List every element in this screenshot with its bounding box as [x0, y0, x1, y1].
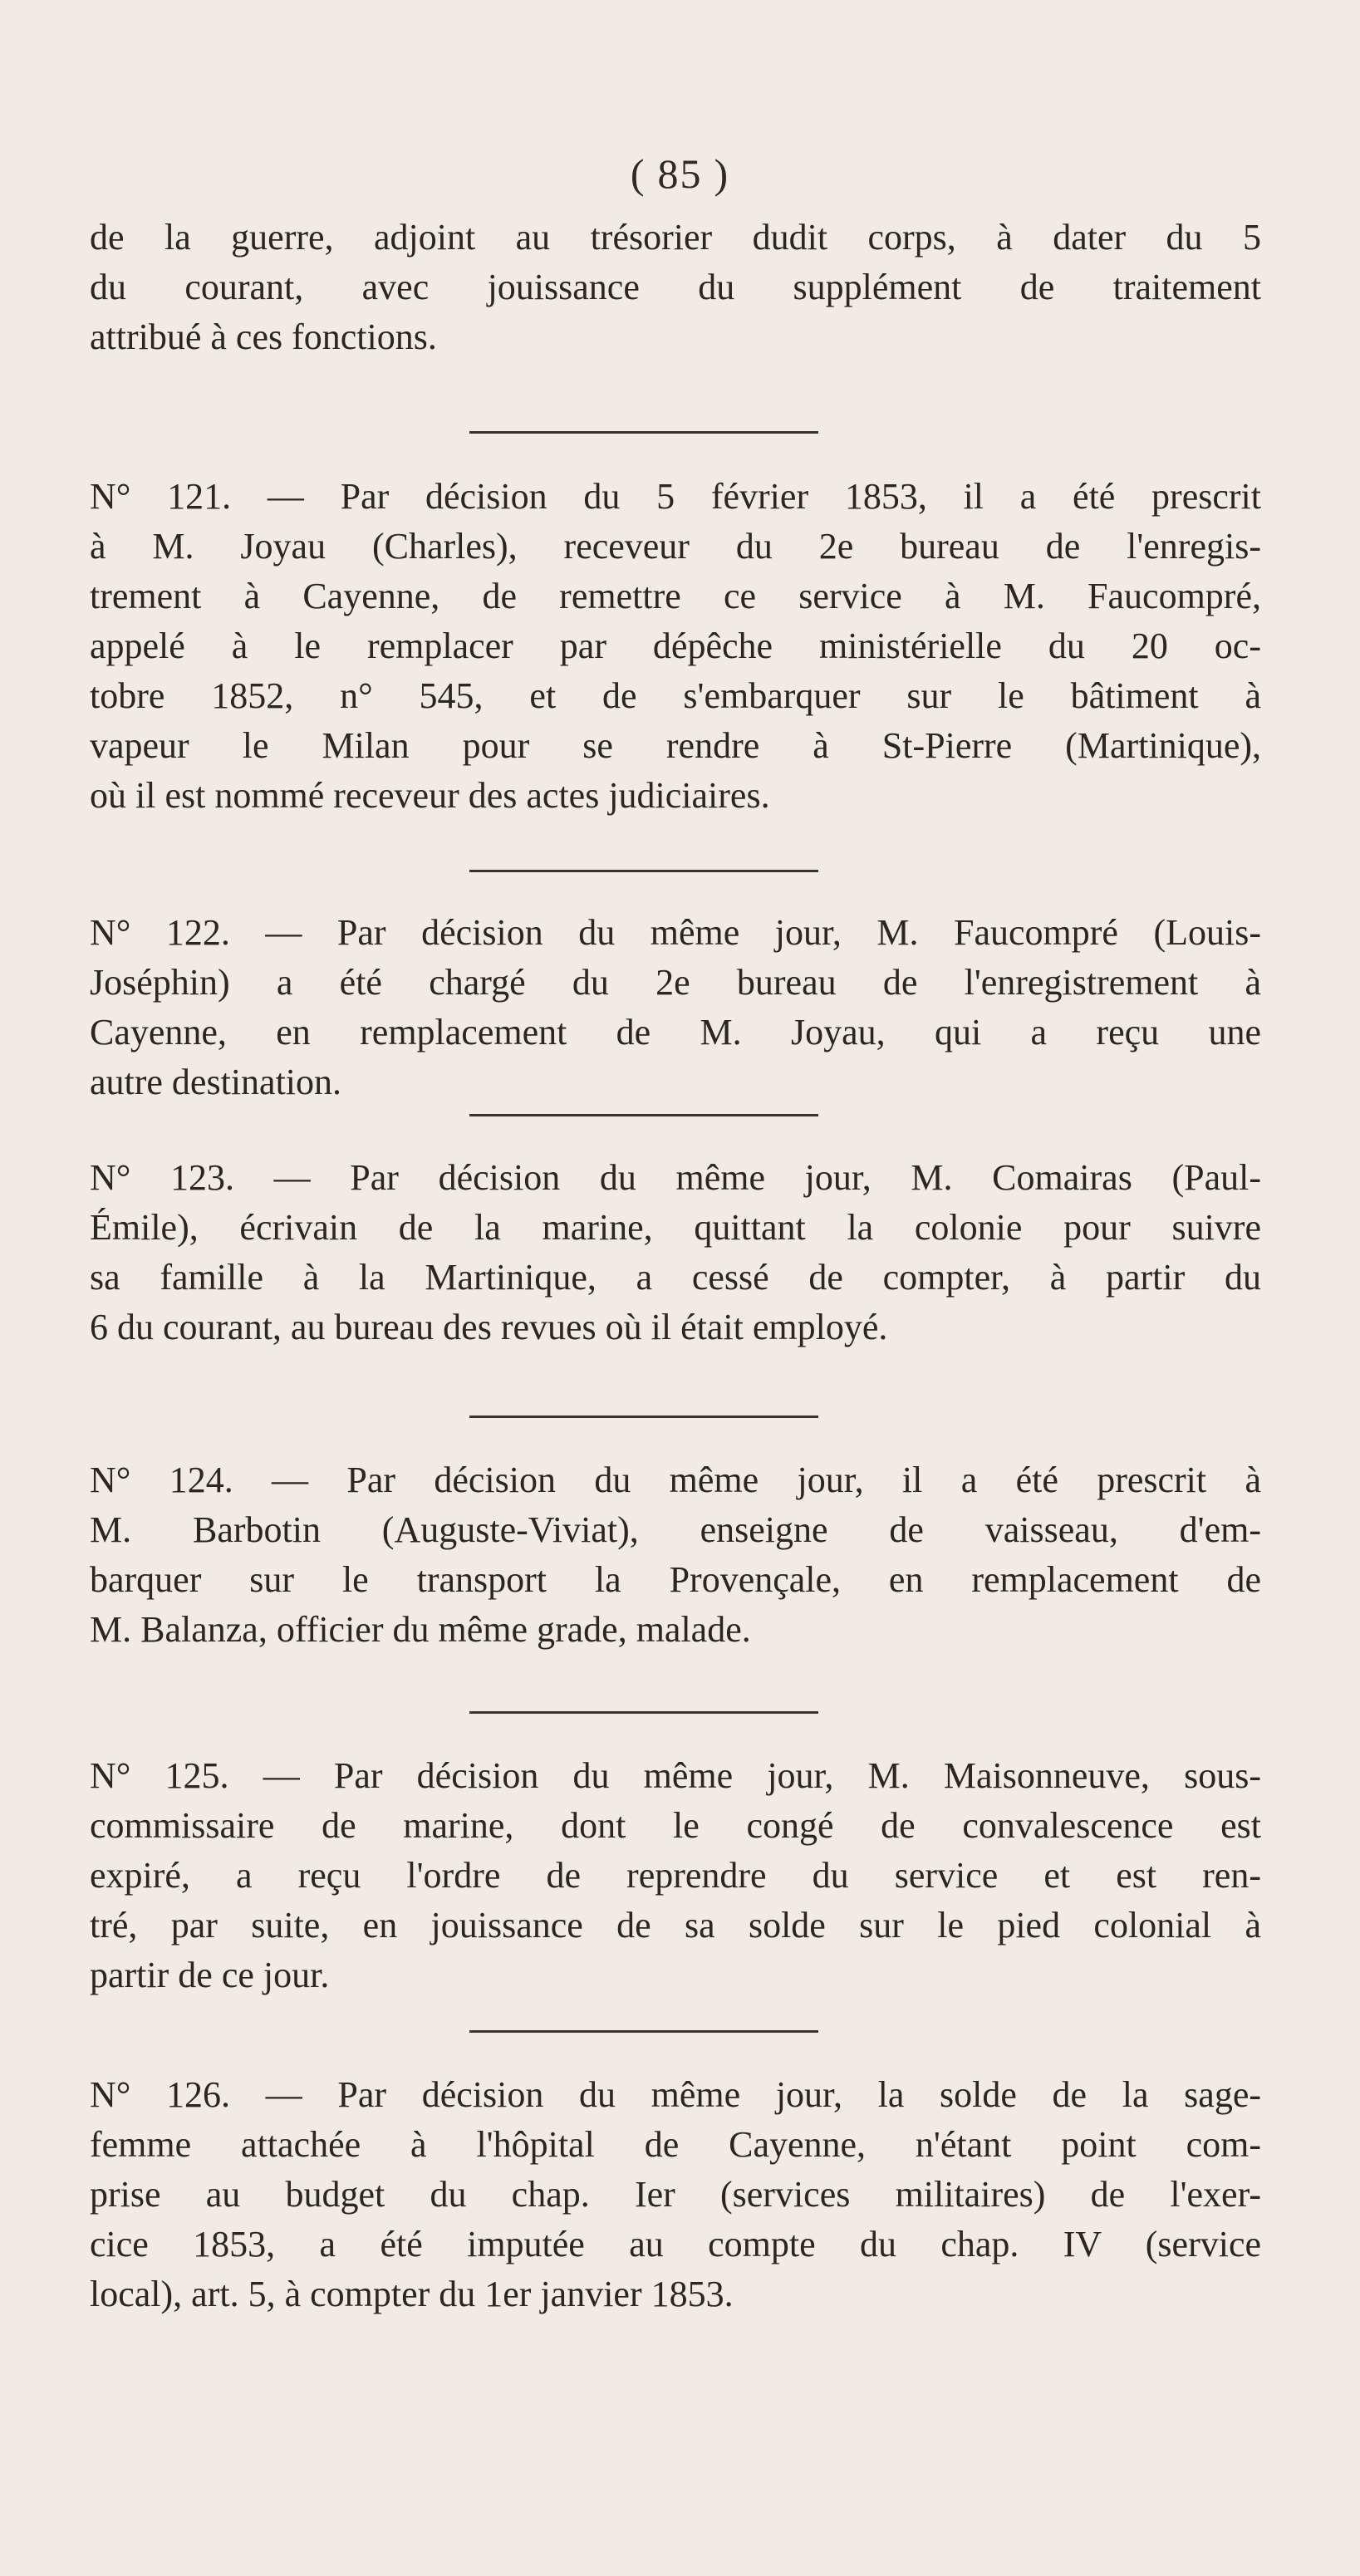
page-number: 85 — [657, 150, 703, 197]
text-line: tobre 1852, n° 545, et de s'embarquer sur le bâtiment à — [90, 675, 1261, 716]
section-divider — [469, 870, 818, 872]
text-line: femme attachée à l'hôpital de Cayenne, n'étant point com- — [90, 2124, 1261, 2165]
section-divider — [469, 1711, 818, 1714]
text-line: à M. Joyau (Charles), receveur du 2e bureau de l'enregis- — [90, 526, 1261, 567]
entry-number: N° 124. — [90, 1460, 233, 1500]
text-line: N° 122. — Par décision du même jour, M. Faucompré (Louis- — [90, 912, 1261, 953]
paragraph-intro — [90, 213, 1261, 362]
text-line: vapeur le Milan pour se rendre à St-Pierre (Martinique), — [90, 725, 1261, 766]
text-line: expiré, a reçu l'ordre de reprendre du service et est ren- — [90, 1855, 1261, 1896]
text-line: 6 du courant, au bureau des revues où il était employé. — [90, 1307, 888, 1347]
entry-number: N° 123. — [90, 1157, 235, 1198]
paragraph-n126 — [90, 2070, 1261, 2319]
text-line: partir de ce jour. — [90, 1955, 330, 1995]
paragraph-n124 — [90, 1455, 1261, 1655]
text-line: M. Barbotin (Auguste-Viviat), enseigne de vaisseau, d'em- — [90, 1509, 1261, 1550]
paragraph-n123 — [90, 1153, 1261, 1352]
paragraph-n125 — [90, 1751, 1261, 2000]
entry-number: N° 121. — [90, 476, 232, 517]
paragraph-n122 — [90, 908, 1261, 1107]
section-divider — [469, 1416, 818, 1418]
text-line: autre destination. — [90, 1062, 342, 1102]
text-line: local), art. 5, à compter du 1er janvier 1853. — [90, 2274, 734, 2314]
text-line: sa famille à la Martinique, a cessé de compter, à partir du — [90, 1257, 1261, 1298]
text-line: commissaire de marine, dont le congé de convalescence est — [90, 1805, 1261, 1846]
text-line: tré, par suite, en jouissance de sa solde sur le pied colonial à — [90, 1905, 1261, 1945]
section-divider — [469, 1114, 818, 1116]
text-line: où il est nommé receveur des actes judiciaires. — [90, 775, 770, 816]
text-line: du courant, avec jouissance du supplément de traitement — [90, 267, 1261, 307]
text-line: Joséphin) a été chargé du 2e bureau de l'enregistrement à — [90, 962, 1261, 1003]
text-line: prise au budget du chap. Ier (services militaires) de l'exer- — [90, 2174, 1261, 2215]
entry-number: N° 126. — [90, 2074, 231, 2115]
text-line: barquer sur le transport la Provençale, en remplacement de — [90, 1559, 1261, 1600]
text-line: attribué à ces fonctions. — [90, 316, 437, 357]
text-line: de la guerre, adjoint au trésorier dudit corps, à dater du 5 — [90, 217, 1261, 258]
entry-number: N° 125. — [90, 1755, 229, 1796]
text-line: N° 123. — Par décision du même jour, M. Comairas (Paul- — [90, 1157, 1261, 1198]
text-line: cice 1853, a été imputée au compte du chap. IV (service — [90, 2224, 1261, 2264]
text-line: Émile), écrivain de la marine, quittant la colonie pour suivre — [90, 1207, 1261, 1248]
paragraph-n121 — [90, 472, 1261, 821]
text-line: N° 121. — Par décision du 5 février 1853, il a été prescrit — [90, 476, 1261, 517]
text-line: trement à Cayenne, de remettre ce service à M. Faucompré, — [90, 576, 1261, 616]
text-line: M. Balanza, officier du même grade, malade. — [90, 1609, 751, 1650]
entry-number: N° 122. — [90, 912, 230, 953]
text-line: N° 125. — Par décision du même jour, M. Maisonneuve, sous- — [90, 1755, 1261, 1796]
text-line: Cayenne, en remplacement de M. Joyau, qui a reçu une — [90, 1012, 1261, 1052]
section-divider — [469, 2030, 818, 2033]
text-line: appelé à le remplacer par dépêche ministérielle du 20 oc- — [90, 626, 1261, 666]
text-line: N° 126. — Par décision du même jour, la solde de la sage- — [90, 2074, 1261, 2115]
page-header: ( 85 ) — [630, 150, 730, 197]
text-line: N° 124. — Par décision du même jour, il a été prescrit à — [90, 1460, 1261, 1500]
section-divider — [469, 431, 818, 434]
